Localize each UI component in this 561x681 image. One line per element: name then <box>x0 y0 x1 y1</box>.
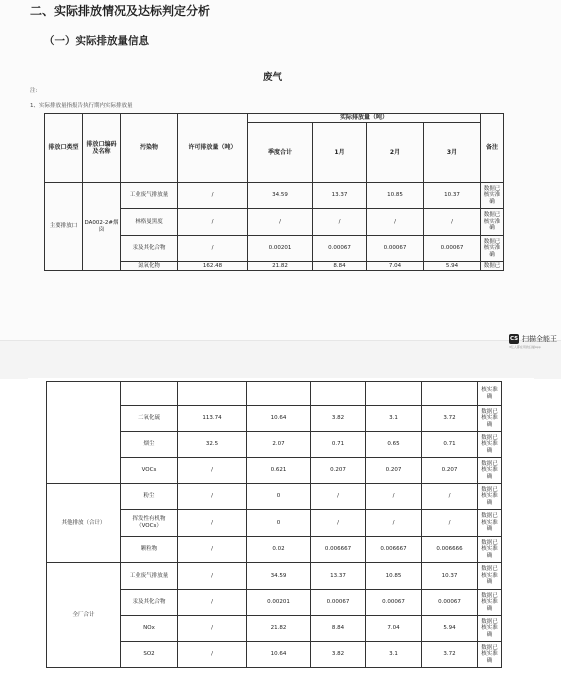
pollutant-cell <box>121 382 178 406</box>
month1-cell: 0.71 <box>311 432 366 458</box>
remark-cell: 数据已核实准确 <box>481 236 504 262</box>
month3-cell: 5.94 <box>422 616 478 642</box>
pollutant-cell: 二氧化硫 <box>121 406 178 432</box>
remark-cell: 数据已核实准确 <box>478 642 502 668</box>
month3-cell: / <box>422 510 478 537</box>
header-actual: 实际排放量（吨） <box>248 114 481 123</box>
scanner-logo-icon: CS <box>509 336 519 342</box>
month1-cell: 0.00067 <box>313 236 367 262</box>
month2-cell: / <box>367 209 424 236</box>
total-cell: 21.82 <box>248 262 313 271</box>
month3-cell <box>422 382 478 406</box>
outlet-code-cell: DA002-2#烟囱 <box>83 183 121 271</box>
permitted-cell: / <box>178 484 247 510</box>
month2-cell: 10.85 <box>366 563 422 590</box>
month1-cell: / <box>311 510 366 537</box>
outlet-type-cell: 主要排放口 <box>45 183 83 271</box>
permitted-cell: / <box>178 183 248 209</box>
total-cell: / <box>248 209 313 236</box>
month3-cell: 0.00067 <box>424 236 481 262</box>
total-cell: 10.64 <box>247 406 311 432</box>
header-outlet-type: 排放口类型 <box>45 114 83 183</box>
permitted-cell: / <box>178 510 247 537</box>
month3-cell: 0.006666 <box>422 537 478 563</box>
plant-total-label: 全厂合计 <box>47 563 121 668</box>
month2-cell: 0.006667 <box>366 537 422 563</box>
permitted-cell: / <box>178 537 247 563</box>
pollutant-cell: 颗粒物 <box>121 537 178 563</box>
scanner-watermark <box>509 334 557 344</box>
pollutant-cell: 工业废气排放量 <box>121 563 178 590</box>
remark-cell: 核实准确 <box>478 382 502 406</box>
month1-cell <box>311 382 366 406</box>
permitted-cell: / <box>178 209 248 236</box>
month3-cell: / <box>424 209 481 236</box>
month1-cell: 8.84 <box>313 262 367 271</box>
outlet-type-continued <box>47 382 121 484</box>
pollutant-cell: 挥发性有机物（VOCs） <box>121 510 178 537</box>
header-remark: 备注 <box>481 114 504 183</box>
pollutant-cell: NOx <box>121 616 178 642</box>
section-heading: 二、实际排放情况及达标判定分析 <box>30 4 211 18</box>
permitted-cell: / <box>178 563 247 590</box>
month1-cell: 13.37 <box>313 183 367 209</box>
pollutant-cell: VOCs <box>121 458 178 484</box>
scanner-tagline: 3亿人都在用的扫描App <box>509 345 541 349</box>
month3-cell: 5.94 <box>424 262 481 271</box>
month1-cell: 0.207 <box>311 458 366 484</box>
page-gap <box>0 340 561 379</box>
month3-cell: / <box>422 484 478 510</box>
remark-cell: 数据已核实准确 <box>478 537 502 563</box>
remark-cell: 数据已核实准确 <box>478 590 502 616</box>
subsection-heading: （一）实际排放量信息 <box>44 35 149 47</box>
month3-cell: 10.37 <box>424 183 481 209</box>
header-month-1: 1月 <box>313 123 367 183</box>
header-quarter-total: 季度合计 <box>248 123 313 183</box>
total-cell: 0.00201 <box>248 236 313 262</box>
total-cell: 10.64 <box>247 642 311 668</box>
header-month-2: 2月 <box>367 123 424 183</box>
permitted-cell: 32.5 <box>178 432 247 458</box>
month1-cell: 3.82 <box>311 406 366 432</box>
month2-cell: / <box>366 510 422 537</box>
remark-cell: 数据已核实准确 <box>481 183 504 209</box>
permitted-cell: / <box>178 590 247 616</box>
total-cell: 0.02 <box>247 537 311 563</box>
month3-cell: 3.72 <box>422 406 478 432</box>
month2-cell: 10.85 <box>367 183 424 209</box>
month1-cell: 3.82 <box>311 642 366 668</box>
month3-cell: 3.72 <box>422 642 478 668</box>
header-pollutant: 污染物 <box>121 114 178 183</box>
month1-cell: 0.00067 <box>311 590 366 616</box>
header-month-3: 3月 <box>424 123 481 183</box>
month2-cell: 0.207 <box>366 458 422 484</box>
total-cell: 2.07 <box>247 432 311 458</box>
remark-cell: 数据已核实准确 <box>478 616 502 642</box>
remark-cell: 数据已核实准确 <box>481 209 504 236</box>
month2-cell: 7.04 <box>366 616 422 642</box>
month1-cell: 0.006667 <box>311 537 366 563</box>
note-label: 注: <box>30 88 38 94</box>
month2-cell: 0.00067 <box>366 590 422 616</box>
total-cell: 21.82 <box>247 616 311 642</box>
month2-cell: 0.00067 <box>367 236 424 262</box>
pollutant-cell: 汞及其化合物 <box>121 236 178 262</box>
total-cell: 0 <box>247 510 311 537</box>
month1-cell: / <box>313 209 367 236</box>
emission-table-part2 <box>46 381 502 668</box>
pollutant-cell: 林格曼黑度 <box>121 209 178 236</box>
permitted-cell <box>178 382 247 406</box>
remark-cell: 数据已核实准确 <box>478 406 502 432</box>
total-cell <box>247 382 311 406</box>
other-emissions-label: 其他排放（合计） <box>47 484 121 563</box>
month2-cell <box>366 382 422 406</box>
total-cell: 0.00201 <box>247 590 311 616</box>
total-cell: 34.59 <box>248 183 313 209</box>
scanned-page-1 <box>0 0 561 340</box>
note-text: 1、实际排放量指报告执行期内实际排放量 <box>30 103 133 109</box>
month1-cell: 8.84 <box>311 616 366 642</box>
pollutant-cell: SO2 <box>121 642 178 668</box>
month2-cell: 3.1 <box>366 642 422 668</box>
remark-cell: 数据已 <box>481 262 504 271</box>
pollutant-cell: 粉尘 <box>121 484 178 510</box>
table-caption: 废气 <box>263 72 283 83</box>
permitted-cell: / <box>178 236 248 262</box>
month3-cell: 0.00067 <box>422 590 478 616</box>
month2-cell: / <box>366 484 422 510</box>
header-outlet-code: 排放口编码及名称 <box>83 114 121 183</box>
total-cell: 0.621 <box>247 458 311 484</box>
permitted-cell: / <box>178 458 247 484</box>
month1-cell: / <box>311 484 366 510</box>
permitted-cell: / <box>178 616 247 642</box>
permitted-cell: 162.48 <box>178 262 248 271</box>
total-cell: 34.59 <box>247 563 311 590</box>
month2-cell: 7.04 <box>367 262 424 271</box>
pollutant-cell: 烟尘 <box>121 432 178 458</box>
remark-cell: 数据已核实准确 <box>478 432 502 458</box>
pollutant-cell: 汞及其化合物 <box>121 590 178 616</box>
month3-cell: 10.37 <box>422 563 478 590</box>
month3-cell: 0.71 <box>422 432 478 458</box>
emission-table-part1 <box>44 113 504 271</box>
scanner-name: 扫描全能王 <box>522 335 557 343</box>
header-permitted: 许可排放量（吨） <box>178 114 248 183</box>
month3-cell: 0.207 <box>422 458 478 484</box>
remark-cell: 数据已核实准确 <box>478 510 502 537</box>
permitted-cell: 113.74 <box>178 406 247 432</box>
month2-cell: 3.1 <box>366 406 422 432</box>
permitted-cell: / <box>178 642 247 668</box>
pollutant-cell: 氮氧化物 <box>121 262 178 271</box>
remark-cell: 数据已核实准确 <box>478 563 502 590</box>
month2-cell: 0.65 <box>366 432 422 458</box>
remark-cell: 数据已核实准确 <box>478 484 502 510</box>
month1-cell: 13.37 <box>311 563 366 590</box>
remark-cell: 数据已核实准确 <box>478 458 502 484</box>
pollutant-cell: 工业废气排放量 <box>121 183 178 209</box>
total-cell: 0 <box>247 484 311 510</box>
